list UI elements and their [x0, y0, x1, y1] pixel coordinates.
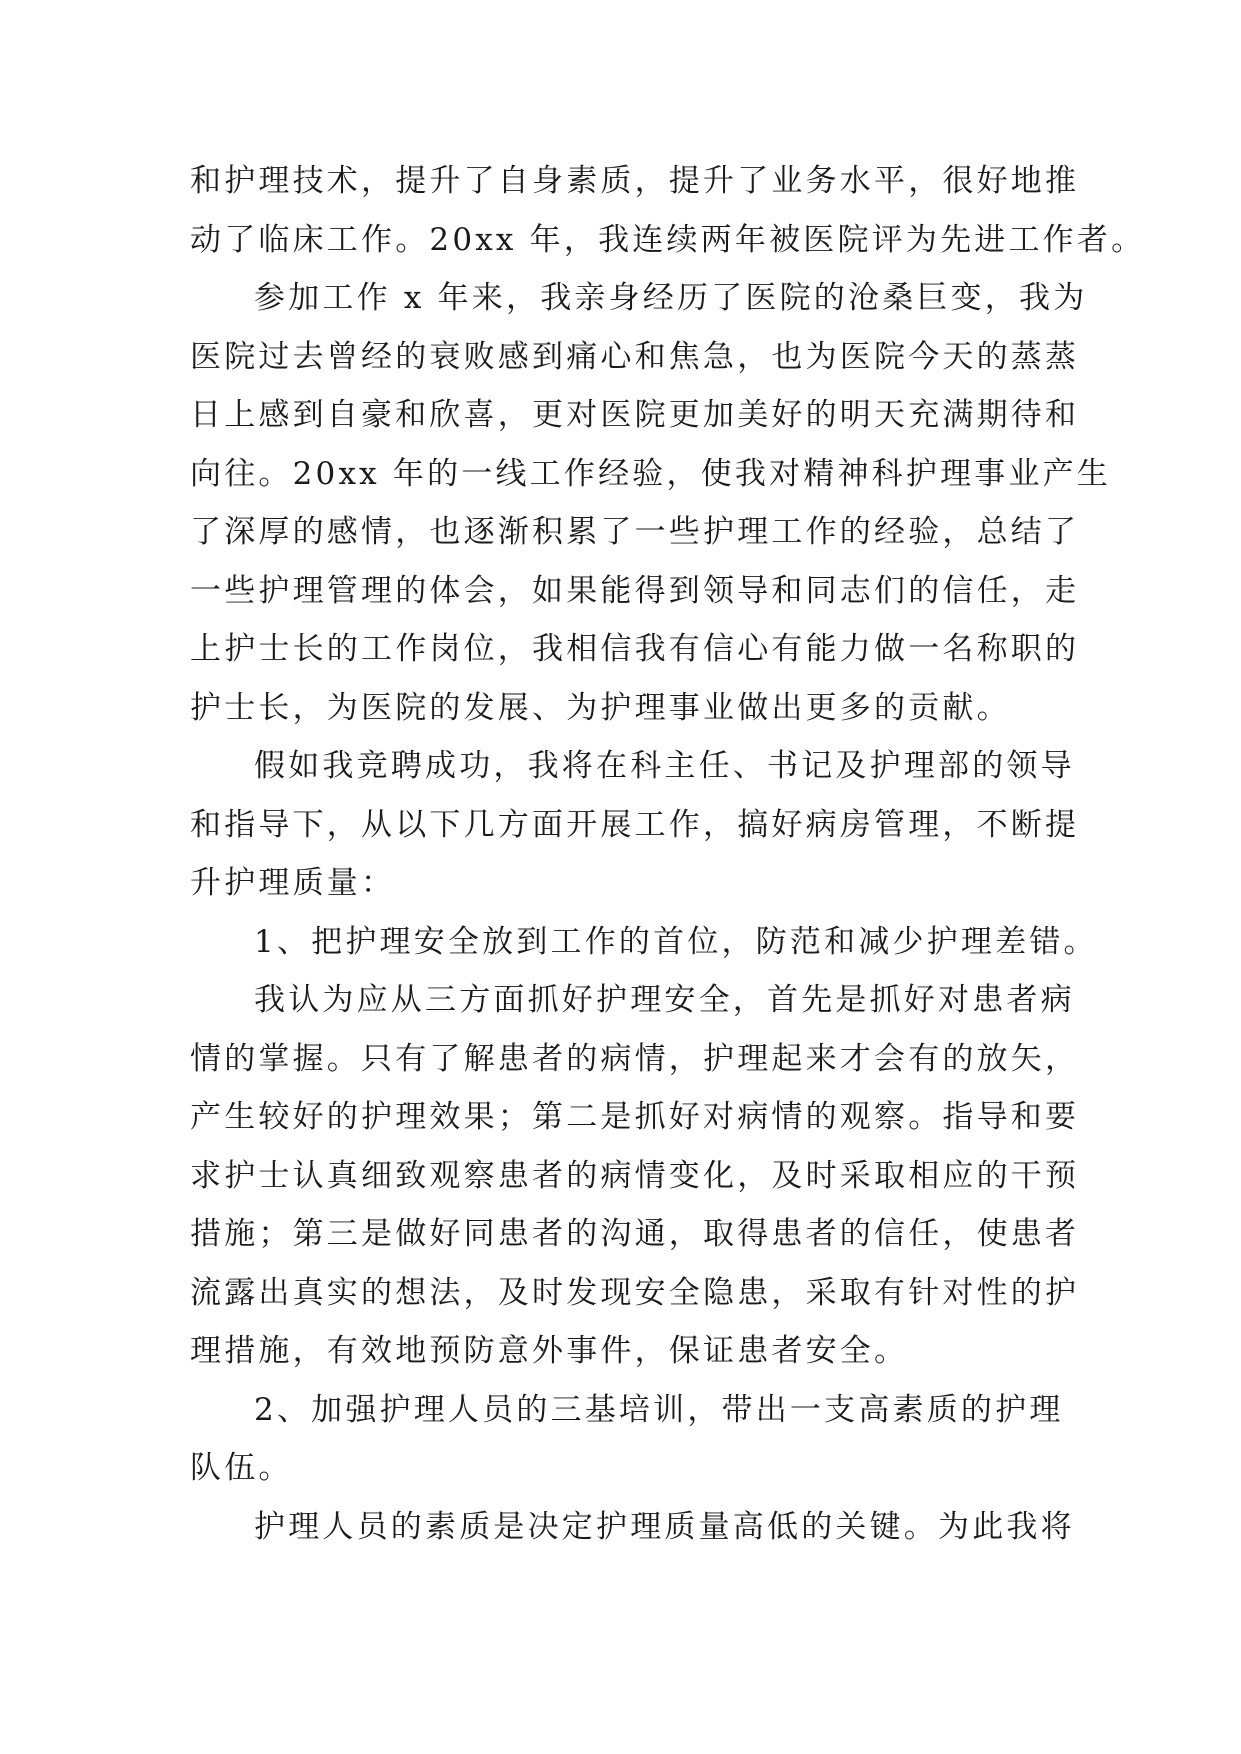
text-line: 理措施，有效地预防意外事件，保证患者安全。 — [190, 1333, 909, 1369]
text-line: 产生较好的护理效果；第二是抓好对病情的观察。指导和要 — [190, 1099, 1080, 1135]
text-line: 情的掌握。只有了解患者的病情，护理起来才会有的放矢， — [190, 1040, 1080, 1077]
text-line: 我认为应从三方面抓好护理安全，首先是抓好对患者病 — [254, 982, 1075, 1018]
text-line: 一些护理管理的体会，如果能得到领导和同志们的信任，走 — [190, 572, 1080, 609]
text-line: 求护士认真细致观察患者的病情变化，及时采取相应的干预 — [190, 1157, 1080, 1194]
body-text — [190, 152, 1146, 1556]
text-line: 动了临床工作。20xx 年，我连续两年被医院评为先进工作者。 — [190, 221, 1146, 258]
text-line: 了深厚的感情，也逐渐积累了一些护理工作的经验，总结了 — [190, 514, 1080, 550]
text-line: 护士长，为医院的发展、为护理事业做出更多的贡献。 — [190, 689, 1011, 726]
text-line: 和护理技术，提升了自身素质，提升了业务水平，很好地推 — [190, 163, 1080, 199]
text-line: 2、加强护理人员的三基培训，带出一支高素质的护理 — [254, 1391, 1064, 1428]
text-line: 向往。20xx 年的一线工作经验，使我对精神科护理事业产生 — [190, 455, 1112, 492]
text-line: 医院过去曾经的衰败感到痛心和焦急，也为医院今天的蒸蒸 — [190, 338, 1080, 375]
text-line: 队伍。 — [190, 1450, 293, 1486]
text-line: 流露出真实的想法，及时发现安全隐患，采取有针对性的护 — [190, 1274, 1080, 1311]
text-line: 措施；第三是做好同患者的沟通，取得患者的信任，使患者 — [190, 1216, 1080, 1252]
text-line: 假如我竞聘成功，我将在科主任、书记及护理部的领导 — [254, 748, 1075, 784]
text-line: 上护士长的工作岗位，我相信我有信心有能力做一名称职的 — [190, 631, 1080, 667]
text-line: 1、把护理安全放到工作的首位，防范和减少护理差错。 — [254, 923, 1098, 960]
text-line: 参加工作 x 年来，我亲身经历了医院的沧桑巨变，我为 — [254, 280, 1088, 316]
text-line: 日上感到自豪和欣喜，更对医院更加美好的明天充满期待和 — [190, 397, 1080, 433]
text-line: 升护理质量： — [190, 865, 396, 901]
text-line: 和指导下，从以下几方面开展工作，搞好病房管理，不断提 — [190, 806, 1080, 843]
text-line: 护理人员的素质是决定护理质量高低的关键。为此我将 — [254, 1508, 1075, 1545]
